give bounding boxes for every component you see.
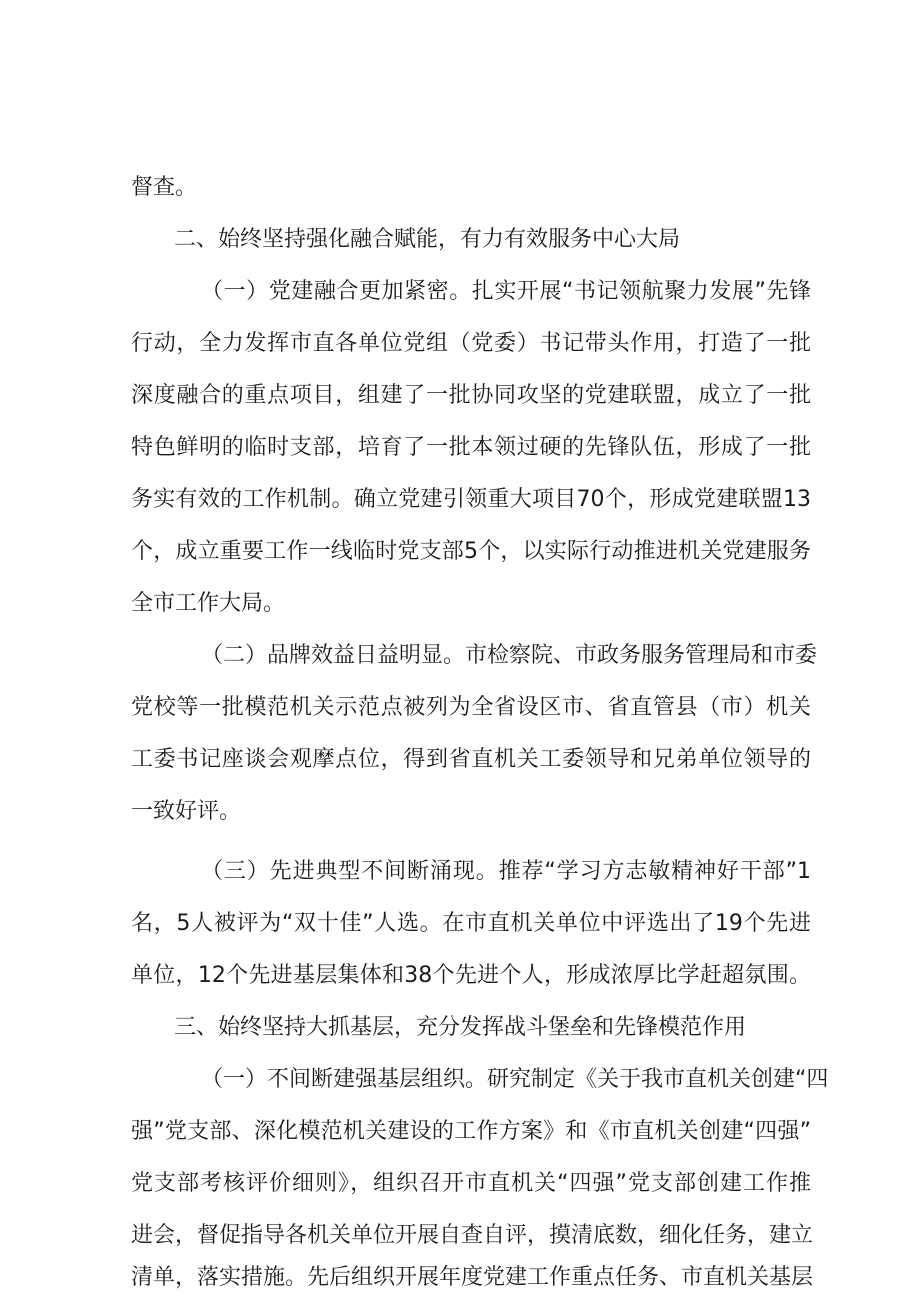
- section-heading: 三、始终坚持大抓基层，充分发挥战斗堡垒和先锋模范作用: [174, 1015, 747, 1040]
- text-line: 进会，督促指导各机关单位开展自查自评，摸清底数，细化任务，建立: [131, 1223, 814, 1248]
- text-line: 党校等一批模范机关示范点被列为全省设区市、省直管县（市）机关: [131, 695, 811, 720]
- text-line: （三）先进典型不间断涌现。推荐“学习方志敏精神好干部”1: [201, 859, 811, 884]
- text-line: 党支部考核评价细则》，组织召开市直机关“四强”党支部创建工作推: [131, 1171, 811, 1196]
- text-line: 全市工作大局。: [131, 591, 286, 616]
- text-line: 一致好评。: [131, 799, 242, 824]
- text-line: （二）品牌效益日益明显。市检察院、市政务服务管理局和市委: [201, 643, 818, 668]
- text-line: 督查。: [131, 175, 198, 200]
- text-line: 单位，12个先进基层集体和38个先进个人，形成浓厚比学赶超氛围。: [131, 963, 811, 988]
- text-line: 名，5人被评为“双十佳”人选。在市直机关单位中评选出了19个先进: [131, 911, 811, 936]
- section-heading: 二、始终坚持强化融合赋能，有力有效服务中心大局: [174, 227, 681, 252]
- text-line: 务实有效的工作机制。确立党建引领重大项目70个，形成党建联盟13: [131, 487, 811, 512]
- text-line: （一）党建融合更加紧密。扎实开展“书记领航聚力发展”先锋: [201, 279, 811, 304]
- text-line: 个，成立重要工作一线临时党支部5个，以实际行动推进机关党建服务: [131, 539, 811, 564]
- text-line: 强”党支部、深化模范机关建设的工作方案》和《市直机关创建“四强”: [131, 1119, 811, 1144]
- text-line: 工委书记座谈会观摩点位，得到省直机关工委领导和兄弟单位领导的: [131, 747, 811, 772]
- text-line: 清单，落实措施。先后组织开展年度党建工作重点任务、市直机关基层: [131, 1265, 814, 1290]
- text-line: 深度融合的重点项目，组建了一批协同攻坚的党建联盟，成立了一批: [131, 383, 811, 408]
- text-line: （一）不间断建强基层组织。研究制定《关于我市直机关创建“四: [201, 1067, 829, 1092]
- text-line: 行动，全力发挥市直各单位党组（党委）书记带头作用，打造了一批: [131, 331, 811, 356]
- text-line: 特色鲜明的临时支部，培育了一批本领过硬的先锋队伍，形成了一批: [131, 435, 811, 460]
